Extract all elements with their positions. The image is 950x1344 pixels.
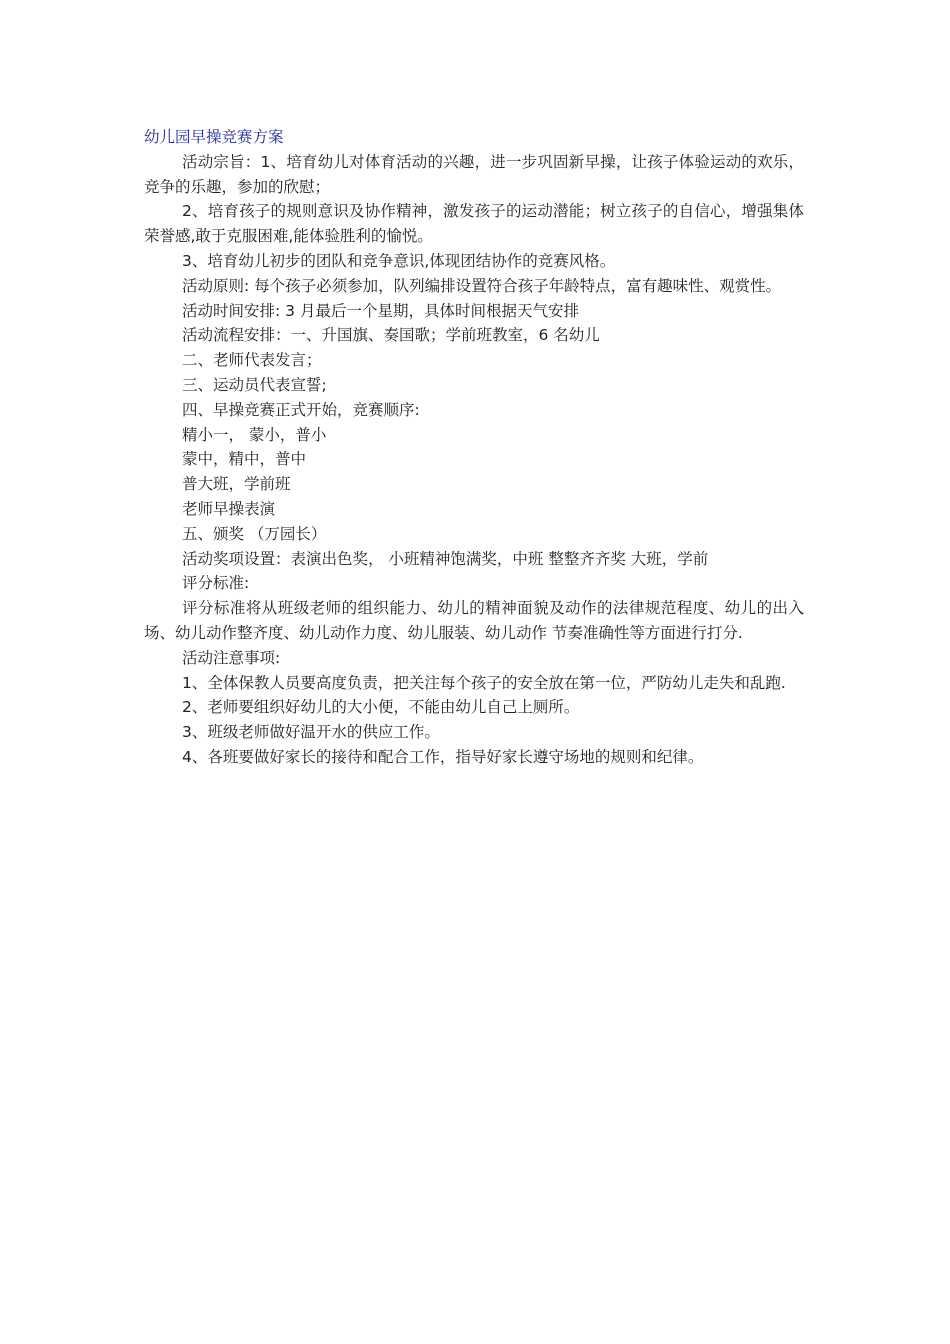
paragraph-principle: 活动原则: 每个孩子必须参加，队列编排设置符合孩子年龄特点，富有趣味性、观赏性。: [182, 276, 782, 295]
paragraph-purpose-3: 3、培育幼儿初步的团队和竞争意识,体现团结协作的竞赛风格。: [182, 251, 616, 270]
paragraph-purpose: 活动宗旨：1、培育幼儿对体育活动的兴趣，进一步巩固新早操，让孩子体验运动的欢乐，竞争的乐趣，参加的欣慰；: [144, 152, 804, 196]
paragraph-schedule: 活动时间安排: 3 月最后一个星期，具体时间根据天气安排: [182, 301, 579, 320]
note-item-1: 1、全体保教人员要高度负责，把关注每个孩子的安全放在第一位，严防幼儿走失和乱跑.: [182, 673, 786, 692]
note-item-4: 4、各班要做好家长的接待和配合工作，指导好家长遵守场地的规则和纪律。: [182, 747, 704, 766]
order-line-2: 蒙中，精中，普中: [182, 450, 307, 469]
flow-step-2: 二、老师代表发言；: [182, 351, 322, 370]
notes-heading: 活动注意事项:: [182, 648, 281, 667]
flow-step-4: 四、早操竞赛正式开始，竞赛顺序:: [182, 400, 420, 419]
note-item-2: 2、老师要组织好幼儿的大小便，不能由幼儿自己上厕所。: [182, 698, 580, 717]
paragraph-flow: 活动流程安排：一、升国旗、奏国歌；学前班教室，6 名幼儿: [182, 326, 600, 345]
paragraph-scoring: 评分标准将从班级老师的组织能力、幼儿的精神面貌及动作的法律规范程度、幼儿的出入场、幼儿动作整齐度、幼儿动作力度、幼儿服装、幼儿动作 节奏准确性等方面进行打分.: [144, 599, 804, 642]
flow-step-5: 五、颁奖 （万园长）: [182, 524, 327, 543]
order-line-1: 精小一， 蒙小，普小: [182, 425, 327, 444]
paragraph-purpose-2: 2、培育孩子的规则意识及协作精神，激发孩子的运动潜能；树立孩子的自信心，增强集体荣誉感,敢于克服困难,能体验胜利的愉悦。: [144, 202, 804, 246]
note-item-3: 3、班级老师做好温开水的供应工作。: [182, 723, 440, 742]
paragraph-awards: 活动奖项设置：表演出色奖， 小班精神饱满奖，中班 整整齐齐奖 大班，学前: [182, 549, 709, 568]
scoring-heading: 评分标准:: [182, 574, 250, 593]
order-line-4: 老师早操表演: [182, 499, 276, 518]
document-body: [144, 125, 804, 770]
order-line-3: 普大班，学前班: [182, 475, 291, 494]
document-title: 幼儿园早操竞赛方案: [144, 128, 284, 146]
flow-step-3: 三、运动员代表宣誓;: [182, 375, 327, 394]
